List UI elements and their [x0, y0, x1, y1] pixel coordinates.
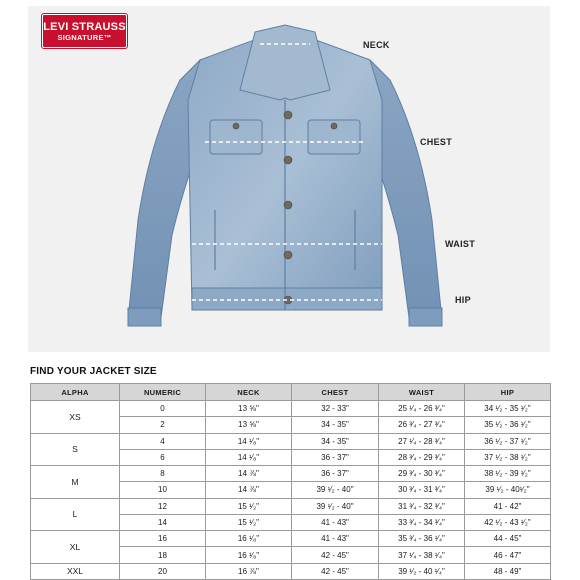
waist-cell: 26 ³⁄₄ - 27 ³⁄₄" — [379, 417, 465, 433]
table-row — [31, 498, 551, 514]
chest-cell: 41 - 43" — [292, 531, 379, 547]
numeric-cell: 6 — [120, 449, 206, 465]
table-row — [31, 466, 551, 482]
waist-cell: 37 ¹⁄₄ - 38 ¹⁄₄" — [379, 547, 465, 563]
metal-button — [331, 123, 337, 129]
waist-cell: 30 ³⁄₄ - 31 ³⁄₄" — [379, 482, 465, 498]
chest-cell: 36 - 37" — [292, 466, 379, 482]
waist-cell: 35 ³⁄₄ - 36 ¹⁄₄" — [379, 531, 465, 547]
table-row — [31, 433, 551, 449]
neck-cell: 16 ¹⁄₈" — [206, 547, 292, 563]
denim-jacket-image — [120, 20, 460, 345]
numeric-cell: 8 — [120, 466, 206, 482]
waist-cell: 31 ³⁄₄ - 32 ³⁄₄" — [379, 498, 465, 514]
size-table — [30, 383, 551, 580]
header-numeric: NUMERIC — [120, 384, 206, 401]
neck-cell: 16 ⅞" — [206, 563, 292, 579]
neck-cell: 13 ⅝" — [206, 401, 292, 417]
levi-strauss-signature-logo — [42, 14, 127, 48]
metal-button — [284, 251, 292, 259]
chest-cell: 34 - 35" — [292, 433, 379, 449]
hip-cell: 36 ¹⁄₂ - 37 ¹⁄₂" — [465, 433, 551, 449]
waist-cell: 28 ³⁄₄ - 29 ³⁄₄" — [379, 449, 465, 465]
waist-cell: 33 ³⁄₄ - 34 ³⁄₄" — [379, 514, 465, 530]
metal-button — [284, 156, 292, 164]
hip-cell: 38 ¹⁄₂ - 39 ¹⁄₂" — [465, 466, 551, 482]
metal-button — [284, 111, 292, 119]
hip-cell: 42 ¹⁄₂ - 43 ¹⁄₂" — [465, 514, 551, 530]
header-waist: WAIST — [379, 384, 465, 401]
chest-cell: 36 - 37" — [292, 449, 379, 465]
alpha-cell: S — [31, 433, 120, 466]
waist-cell: 39 ¹⁄₂ - 40 ¹⁄₄" — [379, 563, 465, 579]
header-chest: CHEST — [292, 384, 379, 401]
logo-line-1: LEVI STRAUSS — [43, 20, 126, 33]
table-row — [31, 531, 551, 547]
neck-cell: 15 ¹⁄₂" — [206, 514, 292, 530]
alpha-cell: XS — [31, 401, 120, 434]
table-header-row — [31, 384, 551, 401]
hip-cell: 44 - 45" — [465, 531, 551, 547]
neck-cell: 14 ⅞" — [206, 466, 292, 482]
logo-line-2: SIGNATURE™ — [57, 32, 112, 42]
waist-cell: 25 ¹⁄₄ - 26 ³⁄₄" — [379, 401, 465, 417]
metal-button — [284, 201, 292, 209]
left-cuff — [128, 308, 161, 326]
chest-cell: 34 - 35" — [292, 417, 379, 433]
hip-cell: 39 ¹⁄₂ - 40¹⁄₂" — [465, 482, 551, 498]
hip-cell: 37 ¹⁄₂ - 38 ¹⁄₂" — [465, 449, 551, 465]
chest-cell: 42 - 45" — [292, 563, 379, 579]
neck-cell: 13 ⅝" — [206, 417, 292, 433]
hip-cell: 34 ¹⁄₂ - 35 ¹⁄₂" — [465, 401, 551, 417]
alpha-cell: XL — [31, 531, 120, 564]
neck-cell: 14 ¹⁄₈" — [206, 449, 292, 465]
chest-cell: 41 - 43" — [292, 514, 379, 530]
collar — [240, 25, 330, 100]
neck-cell: 14 ¹⁄₈" — [206, 433, 292, 449]
hip-cell: 35 ¹⁄₂ - 36 ¹⁄₂" — [465, 417, 551, 433]
metal-button — [233, 123, 239, 129]
chest-label: CHEST — [420, 137, 453, 147]
table-row — [31, 563, 551, 579]
neck-cell: 15 ¹⁄₂" — [206, 498, 292, 514]
numeric-cell: 0 — [120, 401, 206, 417]
neck-cell: 16 ¹⁄₈" — [206, 531, 292, 547]
hip-cell: 41 - 42" — [465, 498, 551, 514]
waist-label: WAIST — [445, 239, 475, 249]
numeric-cell: 10 — [120, 482, 206, 498]
header-alpha: ALPHA — [31, 384, 120, 401]
header-hip: HIP — [465, 384, 551, 401]
neck-cell: 14 ⅞" — [206, 482, 292, 498]
alpha-cell: L — [31, 498, 120, 531]
numeric-cell: 12 — [120, 498, 206, 514]
numeric-cell: 4 — [120, 433, 206, 449]
numeric-cell: 2 — [120, 417, 206, 433]
right-cuff — [409, 308, 442, 326]
hip-cell: 46 - 47" — [465, 547, 551, 563]
numeric-cell: 18 — [120, 547, 206, 563]
neck-label: NECK — [363, 40, 390, 50]
numeric-cell: 16 — [120, 531, 206, 547]
hip-cell: 48 - 49" — [465, 563, 551, 579]
chest-cell: 42 - 45" — [292, 547, 379, 563]
table-row — [31, 401, 551, 417]
chest-cell: 39 ¹⁄₂ - 40" — [292, 482, 379, 498]
header-neck: NECK — [206, 384, 292, 401]
alpha-cell: XXL — [31, 563, 120, 579]
chest-cell: 32 - 33" — [292, 401, 379, 417]
hip-label: HIP — [455, 295, 471, 305]
numeric-cell: 14 — [120, 514, 206, 530]
numeric-cell: 20 — [120, 563, 206, 579]
chest-cell: 39 ¹⁄₂ - 40" — [292, 498, 379, 514]
waist-cell: 29 ³⁄₄ - 30 ³⁄₄" — [379, 466, 465, 482]
alpha-cell: M — [31, 466, 120, 499]
section-title: FIND YOUR JACKET SIZE — [30, 366, 157, 377]
waist-cell: 27 ¹⁄₄ - 28 ³⁄₄" — [379, 433, 465, 449]
